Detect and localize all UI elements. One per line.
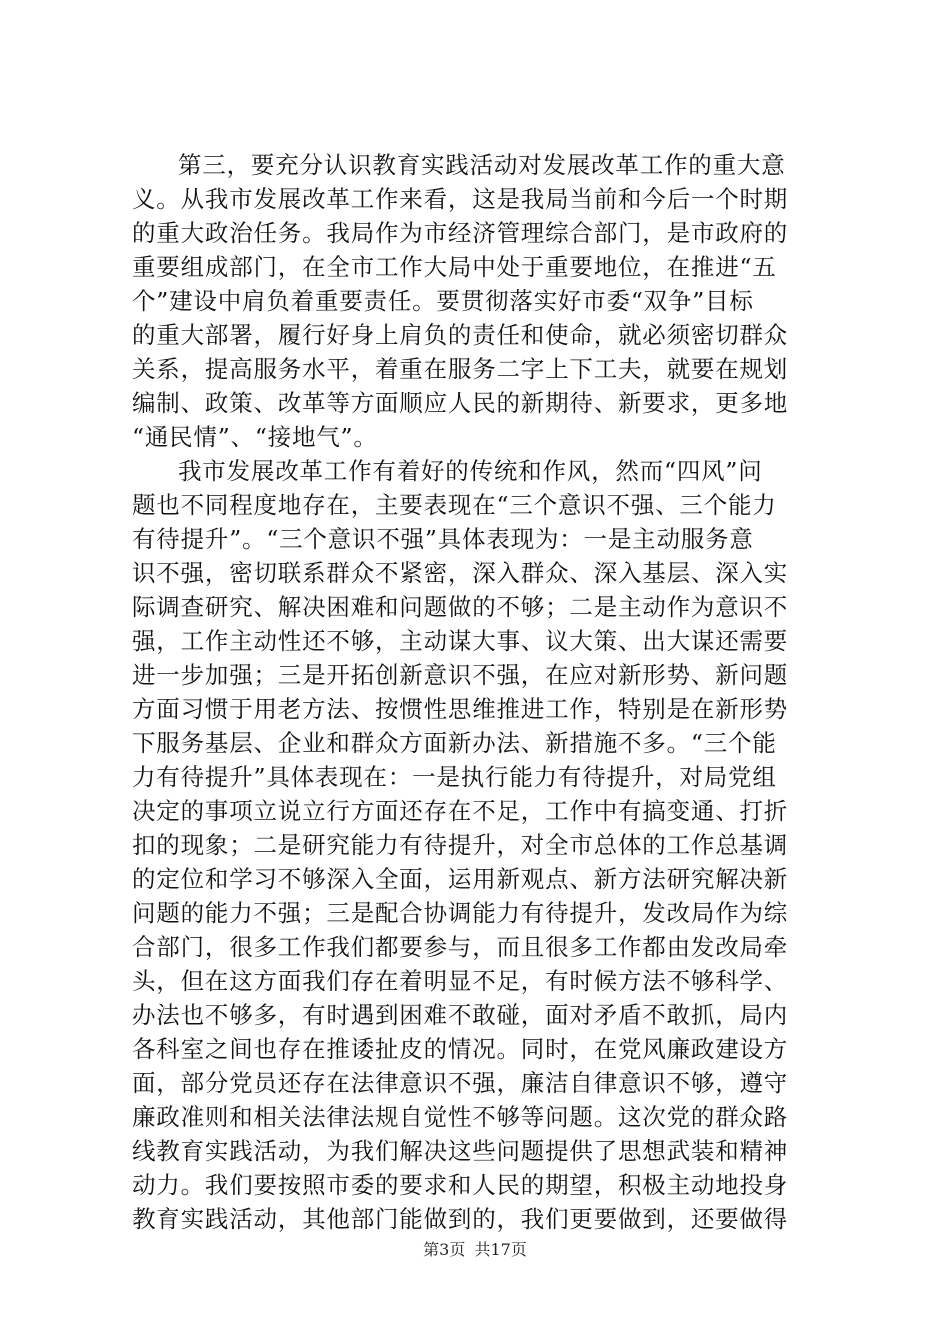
- paragraph-line: 第三，要充分认识教育实践活动对发展改革工作的重大意: [178, 151, 786, 179]
- page-footer: [0, 1240, 950, 1260]
- paragraph-line: 义。从我市发展改革工作来看，这是我局当前和今后一个时期: [132, 185, 789, 213]
- paragraph-line: 题也不同程度地存在，主要表现在“三个意识不强、三个能力: [132, 491, 777, 519]
- paragraph-line: 廉政准则和相关法律法规自觉性不够等问题。这次党的群众路: [132, 1103, 789, 1131]
- paragraph-line: 进一步加强；三是开拓创新意识不强，在应对新形势、新问题: [132, 661, 789, 689]
- paragraph-line: 问题的能力不强；三是配合协调能力有待提升，发改局作为综: [132, 899, 789, 927]
- paragraph-line: 我市发展改革工作有着好的传统和作风，然而“四风”问: [178, 457, 763, 485]
- paragraph-line: 各科室之间也存在推诿扯皮的情况。同时，在党风廉政建设方: [132, 1035, 789, 1063]
- paragraph-line: 识不强，密切联系群众不紧密，深入群众、深入基层、深入实: [132, 559, 789, 587]
- paragraph-line: 教育实践活动，其他部门能做到的，我们更要做到，还要做得: [132, 1205, 789, 1233]
- paragraph-line: 方面习惯于用老方法、按惯性思维推进工作，特别是在新形势: [132, 695, 789, 723]
- page-number: 第3页: [423, 1240, 466, 1259]
- paragraph-line: 头，但在这方面我们存在着明显不足，有时候方法不够科学、: [132, 967, 789, 995]
- paragraph-line: 动力。我们要按照市委的要求和人民的期望，积极主动地投身: [132, 1171, 789, 1199]
- paragraph-line: 际调查研究、解决困难和问题做的不够；二是主动作为意识不: [132, 593, 789, 621]
- paragraph-line: 的重大部署，履行好身上肩负的责任和使命，就必须密切群众: [132, 321, 789, 349]
- paragraph-line: 办法也不够多，有时遇到困难不敢碰，面对矛盾不敢抓，局内: [132, 1001, 789, 1029]
- paragraph-line: 重要组成部门，在全市工作大局中处于重要地位，在推进“五: [132, 253, 777, 281]
- paragraph-line: 决定的事项立说立行方面还存在不足，工作中有搞变通、打折: [132, 797, 789, 825]
- paragraph-line: 有待提升”。“三个意识不强”具体表现为：一是主动服务意: [132, 525, 754, 553]
- paragraph-line: 力有待提升”具体表现在：一是执行能力有待提升，对局党组: [132, 763, 777, 791]
- paragraph-line: 个”建设中肩负着重要责任。要贯彻落实好市委“双争”目标: [132, 287, 754, 315]
- paragraph-line: 面，部分党员还存在法律意识不强，廉洁自律意识不够，遵守: [132, 1069, 789, 1097]
- document-body: [132, 148, 822, 1236]
- paragraph-line: 下服务基层、企业和群众方面新办法、新措施不多。“三个能: [132, 729, 777, 757]
- paragraph-line: 线教育实践活动，为我们解决这些问题提供了思想武装和精神: [132, 1137, 789, 1165]
- paragraph-line: 强，工作主动性还不够，主动谋大事、议大策、出大谋还需要: [132, 627, 789, 655]
- paragraph-line: 合部门，很多工作我们都要参与，而且很多工作都由发改局牵: [132, 933, 789, 961]
- paragraph-line: 关系，提高服务水平，着重在服务二字上下工夫，就要在规划: [132, 355, 789, 383]
- paragraph-line: 编制、政策、改革等方面顺应人民的新期待、新要求，更多地: [132, 389, 789, 417]
- paragraph-line: 的定位和学习不够深入全面，运用新观点、新方法研究解决新: [132, 865, 789, 893]
- paragraph-line: 的重大政治任务。我局作为市经济管理综合部门，是市政府的: [132, 219, 789, 247]
- paragraph-line: “通民情”、“接地气”。: [132, 423, 378, 451]
- paragraph-line: 扣的现象；二是研究能力有待提升，对全市总体的工作总基调: [132, 831, 789, 859]
- page-total: 共17页: [474, 1240, 527, 1259]
